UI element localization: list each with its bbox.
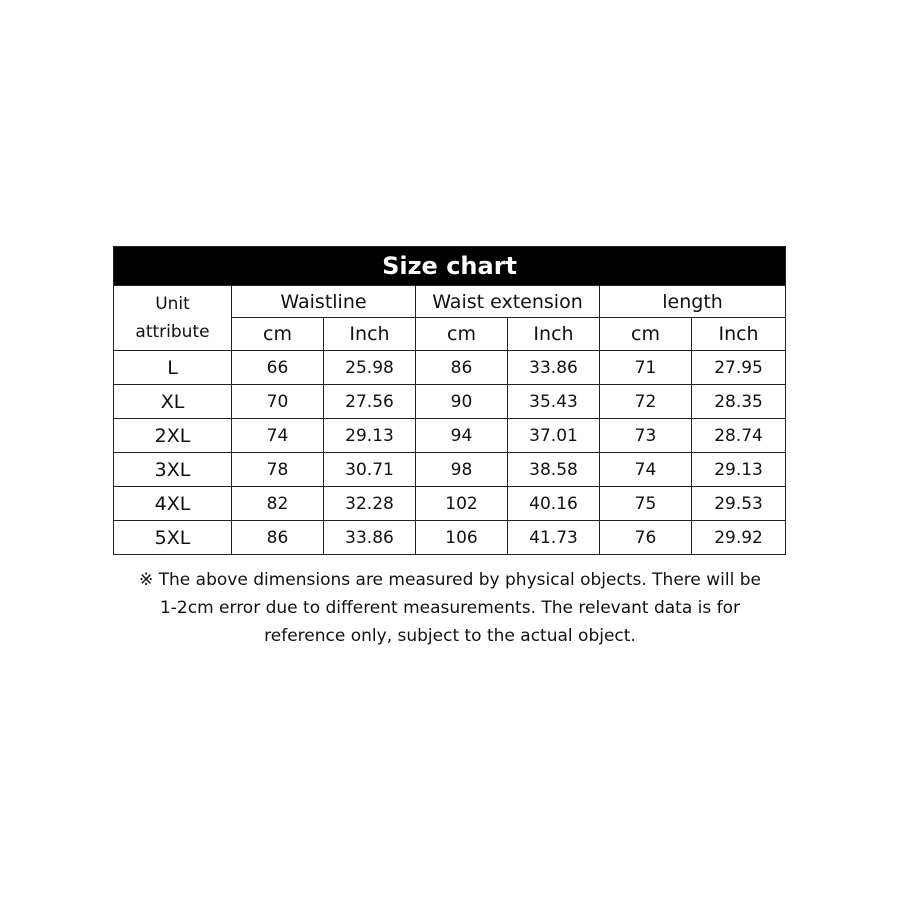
table-cell: 74 [232,419,324,453]
size-chart [113,246,785,555]
table-cell: 102 [416,487,508,521]
table-cell: 98 [416,453,508,487]
table-cell: 72 [600,385,692,419]
size-table [113,246,786,555]
note-line: ※ The above dimensions are measured by physical objects. There will be [139,570,761,590]
table-cell: 74 [600,453,692,487]
table-cell: 66 [232,351,324,385]
table-cell: 86 [416,351,508,385]
table-cell: 37.01 [508,419,600,453]
table-cell: 29.13 [692,453,786,487]
table-cell: 76 [600,521,692,555]
table-cell: 25.98 [324,351,416,385]
table-row [114,453,786,487]
table-cell: 82 [232,487,324,521]
table-cell: 90 [416,385,508,419]
table-cell: 29.13 [324,419,416,453]
size-label: 5XL [114,521,232,555]
unit-attribute-header [114,286,232,351]
group-header-length: length [600,286,786,318]
table-cell: 94 [416,419,508,453]
unit-attribute-line-1: Unit [155,294,190,314]
unit-header: Inch [324,318,416,351]
table-cell: 32.28 [324,487,416,521]
table-cell: 29.92 [692,521,786,555]
table-cell: 71 [600,351,692,385]
size-label: L [114,351,232,385]
measurement-note [100,566,800,650]
table-cell: 106 [416,521,508,555]
table-cell: 73 [600,419,692,453]
note-line: 1-2cm error due to different measurements. The relevant data is for [159,598,741,618]
group-header-waist-extension: Waist extension [416,286,600,318]
table-cell: 38.58 [508,453,600,487]
table-cell: 30.71 [324,453,416,487]
table-cell: 78 [232,453,324,487]
table-cell: 35.43 [508,385,600,419]
table-cell: 70 [232,385,324,419]
size-label: XL [114,385,232,419]
unit-header: cm [600,318,692,351]
group-header-waistline: Waistline [232,286,416,318]
table-row [114,521,786,555]
unit-attribute-line-2: attribute [135,322,210,342]
table-cell: 29.53 [692,487,786,521]
chart-title: Size chart [114,247,786,286]
note-line: reference only, subject to the actual object. [264,626,636,646]
size-label: 4XL [114,487,232,521]
table-cell: 41.73 [508,521,600,555]
table-cell: 27.56 [324,385,416,419]
table-row [114,351,786,385]
table-cell: 28.74 [692,419,786,453]
table-cell: 86 [232,521,324,555]
size-label: 3XL [114,453,232,487]
table-row [114,487,786,521]
table-cell: 28.35 [692,385,786,419]
table-cell: 33.86 [324,521,416,555]
table-cell: 27.95 [692,351,786,385]
table-cell: 75 [600,487,692,521]
table-row [114,419,786,453]
unit-header: Inch [692,318,786,351]
unit-header: cm [416,318,508,351]
unit-header: Inch [508,318,600,351]
size-label: 2XL [114,419,232,453]
table-cell: 40.16 [508,487,600,521]
table-cell: 33.86 [508,351,600,385]
unit-header: cm [232,318,324,351]
table-row [114,385,786,419]
